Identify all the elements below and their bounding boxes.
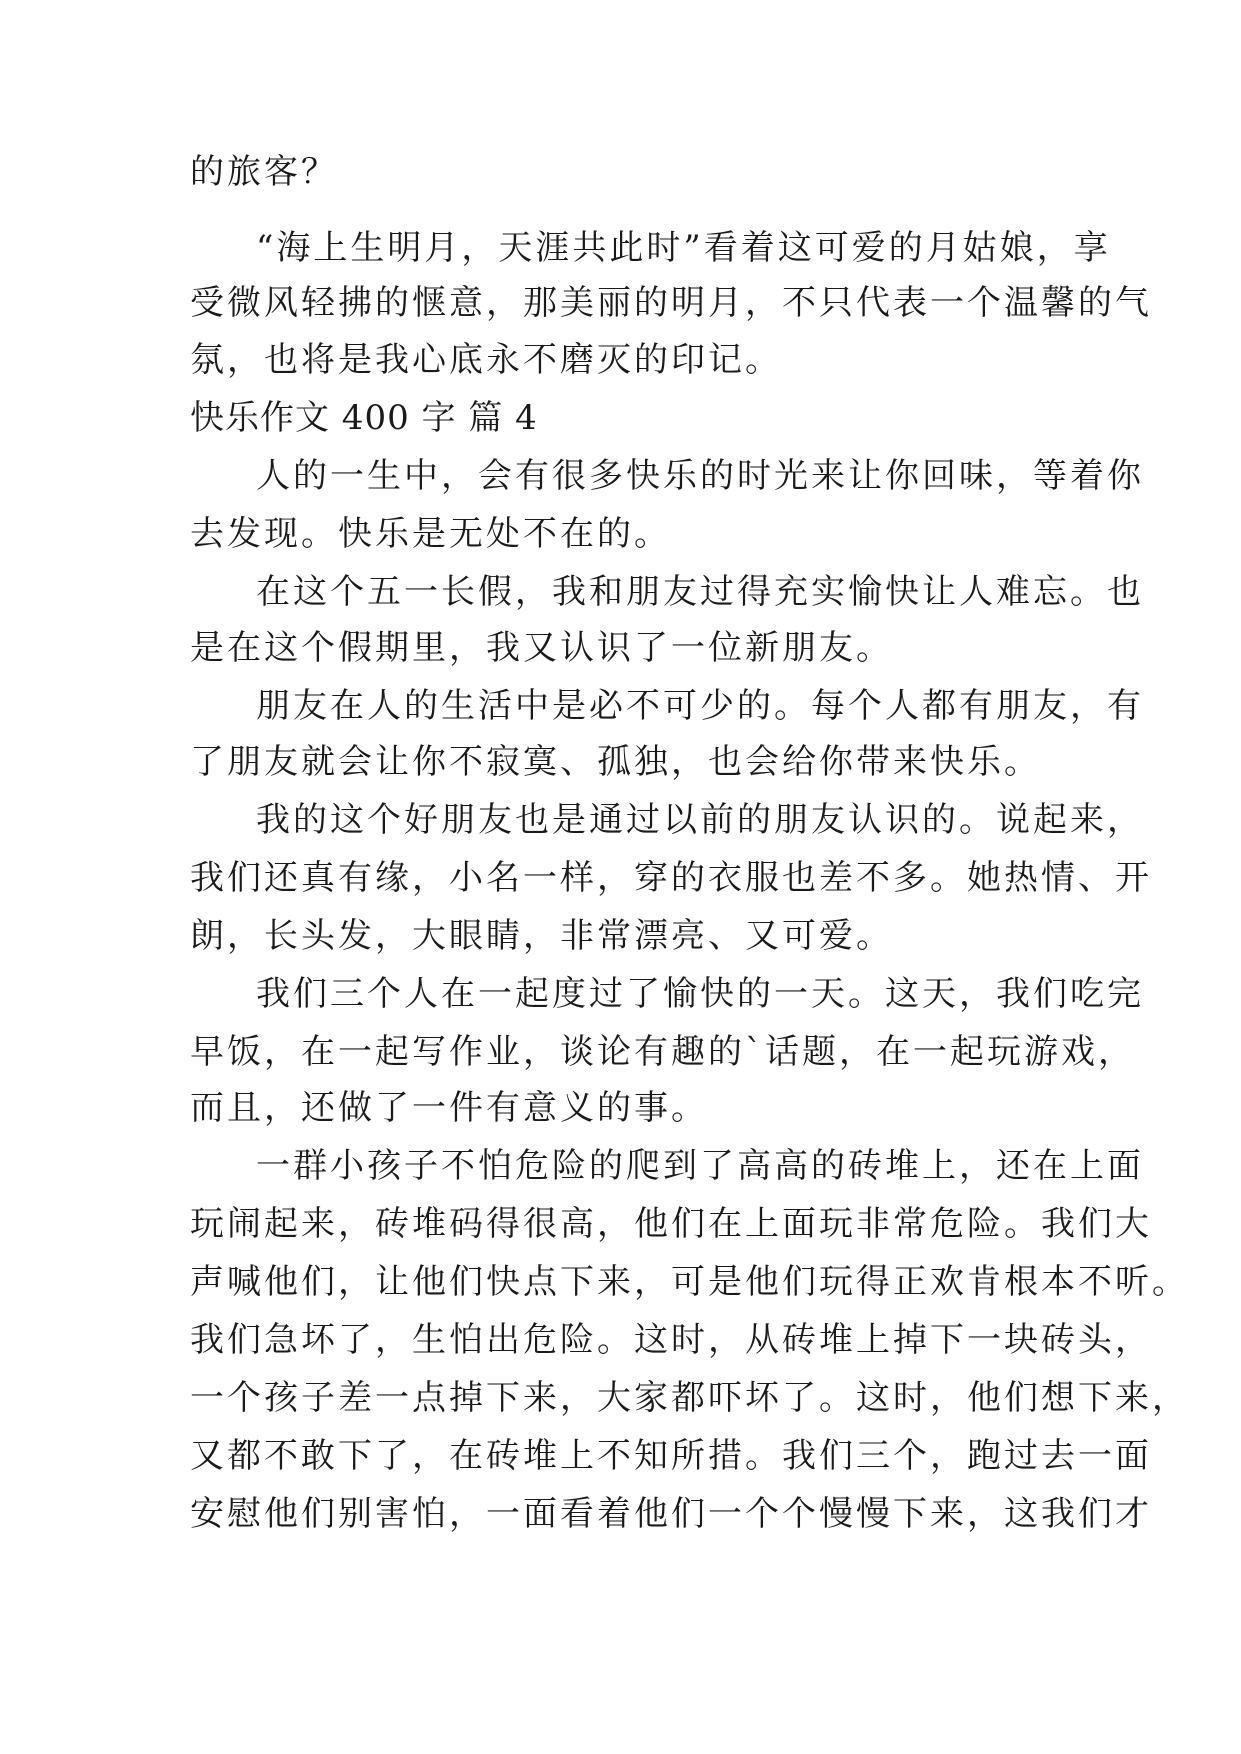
- text-line: 了朋友就会让你不寂寞、孤独，也会给你带来快乐。: [190, 742, 1041, 782]
- text-line: 一个孩子差一点掉下来，大家都吓坏了。这时，他们想下来，: [190, 1378, 1189, 1418]
- text-line: 声喊他们，让他们快点下来，可是他们玩得正欢肯根本不听。: [190, 1262, 1189, 1302]
- text-line: 玩闹起来，砖堆码得很高，他们在上面玩非常危险。我们大: [190, 1204, 1152, 1244]
- text-line: 我们急坏了，生怕出危险。这时，从砖堆上掉下一块砖头，: [190, 1320, 1152, 1360]
- text-line: 我们三个人在一起度过了愉快的一天。这天，我们吃完: [256, 974, 1144, 1014]
- text-line: “海上生明月，天涯共此时”看着这可爱的月姑娘，享: [256, 228, 1111, 268]
- text-line: 是在这个假期里，我又认识了一位新朋友。: [190, 628, 893, 668]
- text-line: 在这个五一长假，我和朋友过得充实愉快让人难忘。也: [256, 572, 1144, 612]
- text-line: 安慰他们别害怕，一面看着他们一个个慢慢下来，这我们才: [190, 1494, 1152, 1534]
- text-line: 我的这个好朋友也是通过以前的朋友认识的。说起来，: [256, 800, 1144, 840]
- text-line: 又都不敢下了，在砖堆上不知所措。我们三个，跑过去一面: [190, 1436, 1152, 1476]
- text-line: 朗，长头发，大眼睛，非常漂亮、又可爱。: [190, 916, 893, 956]
- text-line: 人的一生中，会有很多快乐的时光来让你回味，等着你: [256, 456, 1144, 496]
- text-line: 而且，还做了一件有意义的事。: [190, 1088, 708, 1128]
- text-line: 朋友在人的生活中是必不可少的。每个人都有朋友，有: [256, 686, 1144, 726]
- text-line: 早饭，在一起写作业，谈论有趣的`话题，在一起玩游戏，: [190, 1032, 1135, 1072]
- text-line: 氛，也将是我心底永不磨灭的印记。: [190, 340, 782, 380]
- text-line: 受微风轻拂的惬意，那美丽的明月，不只代表一个温馨的气: [190, 283, 1152, 323]
- text-line: 去发现。快乐是无处不在的。: [190, 514, 671, 554]
- text-line: 的旅客？: [190, 152, 338, 192]
- section-heading: 快乐作文 400 字 篇 4: [190, 398, 538, 438]
- text-line: 我们还真有缘，小名一样，穿的衣服也差不多。她热情、开: [190, 858, 1152, 898]
- text-line: 一群小孩子不怕危险的爬到了高高的砖堆上，还在上面: [256, 1146, 1144, 1186]
